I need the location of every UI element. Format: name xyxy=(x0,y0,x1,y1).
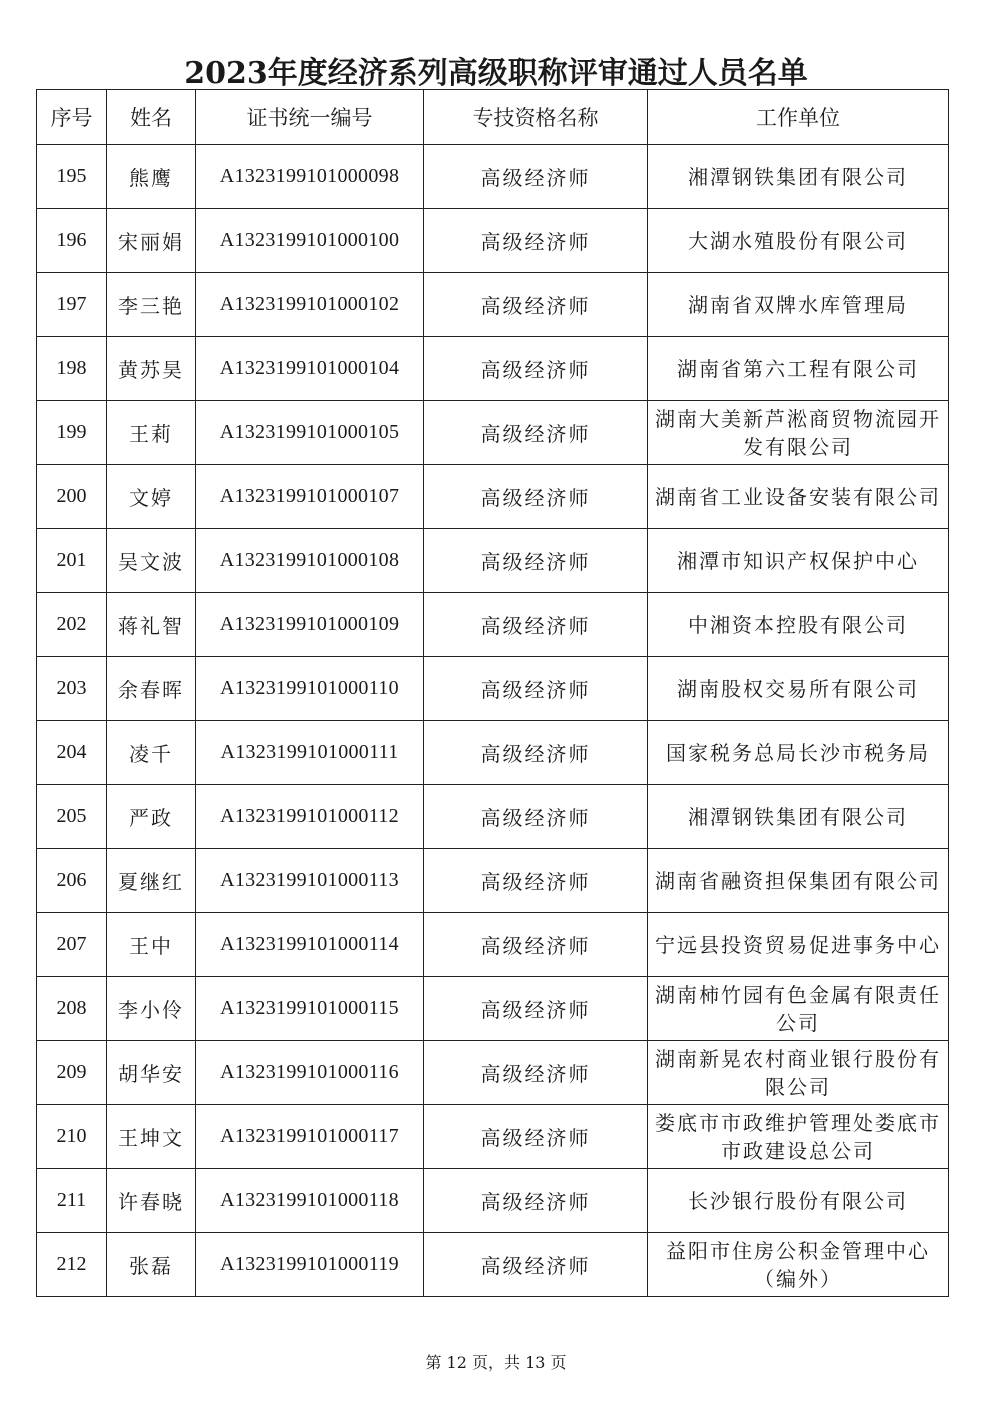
table-body xyxy=(37,145,949,1297)
table-row xyxy=(37,593,949,657)
cell-qual: 高级经济师 xyxy=(424,593,648,657)
cell-unit: 湘潭市知识产权保护中心 xyxy=(648,529,949,593)
table-row xyxy=(37,145,949,209)
cell-qual: 高级经济师 xyxy=(424,721,648,785)
roster-table xyxy=(36,89,949,1297)
cell-name: 蒋礼智 xyxy=(107,593,196,657)
table-row xyxy=(37,1041,949,1105)
cell-qual: 高级经济师 xyxy=(424,465,648,529)
cell-no: 209 xyxy=(37,1041,107,1105)
cell-qual: 高级经济师 xyxy=(424,209,648,273)
cell-cert: A1323199101000105 xyxy=(196,401,424,465)
cell-unit: 湖南省双牌水库管理局 xyxy=(648,273,949,337)
cell-no: 195 xyxy=(37,145,107,209)
table-row xyxy=(37,721,949,785)
header-unit: 工作单位 xyxy=(648,90,949,145)
cell-no: 204 xyxy=(37,721,107,785)
cell-unit: 益阳市住房公积金管理中心（编外） xyxy=(648,1233,949,1297)
cell-unit: 湖南省融资担保集团有限公司 xyxy=(648,849,949,913)
cell-cert: A1323199101000118 xyxy=(196,1169,424,1233)
cell-unit: 湖南柿竹园有色金属有限责任公司 xyxy=(648,977,949,1041)
cell-cert: A1323199101000098 xyxy=(196,145,424,209)
cell-no: 200 xyxy=(37,465,107,529)
cell-cert: A1323199101000115 xyxy=(196,977,424,1041)
cell-qual: 高级经济师 xyxy=(424,1169,648,1233)
cell-no: 210 xyxy=(37,1105,107,1169)
cell-cert: A1323199101000114 xyxy=(196,913,424,977)
page-title: 2023年度经济系列高级职称评审通过人员名单 xyxy=(184,56,808,91)
table-row xyxy=(37,1105,949,1169)
header-row xyxy=(37,90,949,145)
cell-no: 196 xyxy=(37,209,107,273)
table-row xyxy=(37,401,949,465)
cell-name: 黄苏昊 xyxy=(107,337,196,401)
cell-qual: 高级经济师 xyxy=(424,529,648,593)
cell-unit: 湘潭钢铁集团有限公司 xyxy=(648,145,949,209)
cell-no: 207 xyxy=(37,913,107,977)
cell-name: 王坤文 xyxy=(107,1105,196,1169)
cell-name: 张磊 xyxy=(107,1233,196,1297)
cell-unit: 湖南省第六工程有限公司 xyxy=(648,337,949,401)
cell-unit: 长沙银行股份有限公司 xyxy=(648,1169,949,1233)
header-name: 姓名 xyxy=(107,90,196,145)
table-row xyxy=(37,209,949,273)
cell-unit: 湖南股权交易所有限公司 xyxy=(648,657,949,721)
cell-name: 李三艳 xyxy=(107,273,196,337)
cell-no: 212 xyxy=(37,1233,107,1297)
cell-no: 197 xyxy=(37,273,107,337)
cell-name: 李小伶 xyxy=(107,977,196,1041)
cell-no: 203 xyxy=(37,657,107,721)
cell-unit: 国家税务总局长沙市税务局 xyxy=(648,721,949,785)
cell-qual: 高级经济师 xyxy=(424,657,648,721)
cell-cert: A1323199101000112 xyxy=(196,785,424,849)
cell-no: 205 xyxy=(37,785,107,849)
cell-no: 211 xyxy=(37,1169,107,1233)
cell-qual: 高级经济师 xyxy=(424,1105,648,1169)
cell-cert: A1323199101000116 xyxy=(196,1041,424,1105)
cell-no: 202 xyxy=(37,593,107,657)
header-qual: 专技资格名称 xyxy=(424,90,648,145)
cell-unit: 娄底市市政维护管理处娄底市市政建设总公司 xyxy=(648,1105,949,1169)
table-row xyxy=(37,849,949,913)
table-row xyxy=(37,913,949,977)
cell-name: 王莉 xyxy=(107,401,196,465)
cell-no: 208 xyxy=(37,977,107,1041)
cell-cert: A1323199101000117 xyxy=(196,1105,424,1169)
cell-cert: A1323199101000113 xyxy=(196,849,424,913)
table-row xyxy=(37,1169,949,1233)
cell-name: 严政 xyxy=(107,785,196,849)
cell-cert: A1323199101000102 xyxy=(196,273,424,337)
table-row xyxy=(37,465,949,529)
cell-unit: 湖南省工业设备安装有限公司 xyxy=(648,465,949,529)
table-row xyxy=(37,273,949,337)
cell-cert: A1323199101000109 xyxy=(196,593,424,657)
cell-name: 凌千 xyxy=(107,721,196,785)
cell-no: 201 xyxy=(37,529,107,593)
cell-name: 宋丽娟 xyxy=(107,209,196,273)
table-row xyxy=(37,529,949,593)
cell-qual: 高级经济师 xyxy=(424,849,648,913)
cell-unit: 宁远县投资贸易促进事务中心 xyxy=(648,913,949,977)
cell-name: 熊鹰 xyxy=(107,145,196,209)
cell-unit: 湖南大美新芦淞商贸物流园开发有限公司 xyxy=(648,401,949,465)
cell-cert: A1323199101000100 xyxy=(196,209,424,273)
cell-qual: 高级经济师 xyxy=(424,273,648,337)
table-row xyxy=(37,785,949,849)
cell-name: 吴文波 xyxy=(107,529,196,593)
cell-unit: 湘潭钢铁集团有限公司 xyxy=(648,785,949,849)
cell-qual: 高级经济师 xyxy=(424,1041,648,1105)
cell-cert: A1323199101000110 xyxy=(196,657,424,721)
cell-name: 文婷 xyxy=(107,465,196,529)
cell-no: 199 xyxy=(37,401,107,465)
cell-qual: 高级经济师 xyxy=(424,145,648,209)
table-row xyxy=(37,337,949,401)
cell-cert: A1323199101000111 xyxy=(196,721,424,785)
cell-qual: 高级经济师 xyxy=(424,401,648,465)
cell-unit: 大湖水殖股份有限公司 xyxy=(648,209,949,273)
cell-name: 许春晓 xyxy=(107,1169,196,1233)
page-footer: 第 12 页，共 13 页 xyxy=(425,1353,567,1372)
cell-unit: 湖南新晃农村商业银行股份有限公司 xyxy=(648,1041,949,1105)
table-row xyxy=(37,977,949,1041)
cell-qual: 高级经济师 xyxy=(424,977,648,1041)
cell-cert: A1323199101000104 xyxy=(196,337,424,401)
cell-name: 王中 xyxy=(107,913,196,977)
cell-unit: 中湘资本控股有限公司 xyxy=(648,593,949,657)
cell-no: 206 xyxy=(37,849,107,913)
cell-cert: A1323199101000107 xyxy=(196,465,424,529)
cell-name: 余春晖 xyxy=(107,657,196,721)
cell-qual: 高级经济师 xyxy=(424,913,648,977)
cell-cert: A1323199101000119 xyxy=(196,1233,424,1297)
cell-cert: A1323199101000108 xyxy=(196,529,424,593)
table-row xyxy=(37,1233,949,1297)
header-cert: 证书统一编号 xyxy=(196,90,424,145)
cell-no: 198 xyxy=(37,337,107,401)
cell-qual: 高级经济师 xyxy=(424,785,648,849)
table-row xyxy=(37,657,949,721)
cell-qual: 高级经济师 xyxy=(424,1233,648,1297)
cell-name: 胡华安 xyxy=(107,1041,196,1105)
header-no: 序号 xyxy=(37,90,107,145)
cell-qual: 高级经济师 xyxy=(424,337,648,401)
cell-name: 夏继红 xyxy=(107,849,196,913)
